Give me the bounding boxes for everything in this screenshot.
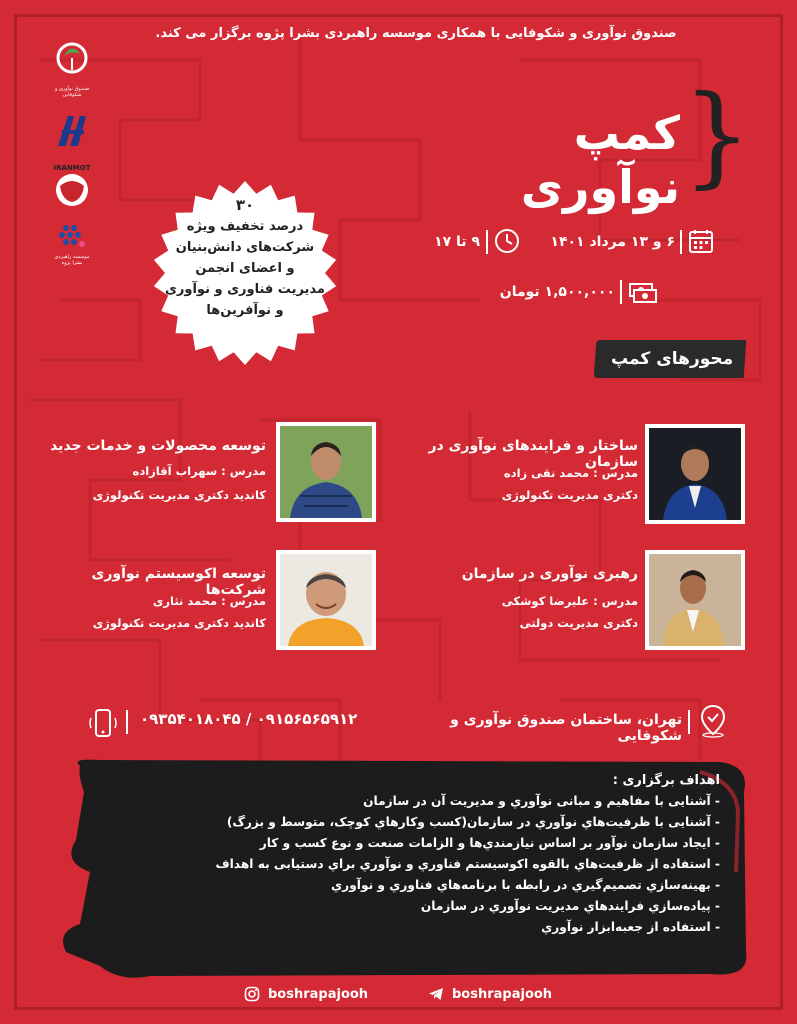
discount-percent: ۳۰	[235, 196, 255, 214]
iranmot-caption: IRANMOT	[53, 164, 91, 172]
instagram-link[interactable]	[244, 986, 368, 1002]
location-icon	[698, 704, 728, 738]
course-title: ساختار و فرایندهای نوآوری در سازمان	[428, 438, 638, 470]
discount-line: درصد تخفیف ویژه	[186, 219, 304, 234]
innovation-fund-logo	[52, 40, 92, 98]
course-teacher: مدرس : علیرضا کوشکی	[501, 594, 638, 608]
boshrapajooh-caption: موسسه راهبردی بشرا پژوه	[54, 254, 90, 266]
partner-logo-blue	[52, 112, 92, 150]
separator	[620, 280, 622, 304]
course-title: رهبری نوآوری در سازمان	[461, 566, 638, 582]
course-degree: کاندید دکتری مدیریت تکنولوژی	[92, 616, 266, 630]
logos-column	[48, 40, 96, 280]
goals-list	[140, 770, 720, 938]
discount-badge	[160, 195, 330, 321]
address: تهران، ساختمان صندوق نوآوری و شکوفایی	[450, 712, 682, 744]
discount-line: و اعضای انجمن	[195, 261, 295, 276]
goals-section	[60, 752, 750, 982]
page-title: کمپ نوآوری	[520, 106, 680, 214]
goal-item: - استفاده از جعبه‌ابزار نوآوري	[541, 920, 720, 934]
goal-item: - آشنایی با مفاهیم و مبانی نوآوري و مدیریت آن در سازمان	[363, 794, 720, 808]
course-title: توسعه اکوسیستم نوآوری شرکت‌ها	[91, 566, 266, 598]
instagram-icon	[244, 986, 260, 1002]
instagram-handle: boshrapajooh	[268, 986, 369, 1002]
event-time: ۹ تا ۱۷	[434, 234, 480, 250]
innovation-fund-caption: صندوق نوآوری و شکوفایی	[54, 86, 90, 98]
goal-item: - آشنایی با ظرفیت‌هاي نوآوري در سازمان(کسب وکارهاي کوچک، متوسط و بزرگ)	[226, 815, 720, 829]
separator	[486, 230, 488, 254]
boshrapajooh-logo	[52, 222, 92, 266]
phone-icon	[88, 706, 118, 740]
goals-heading: اهداف برگزاری :	[612, 773, 720, 788]
event-date: ۶ و ۱۳ مرداد ۱۴۰۱	[550, 234, 675, 250]
event-price: ۱,۵۰۰,۰۰۰ تومان	[499, 284, 615, 300]
calendar-icon	[688, 228, 714, 254]
teacher-photo	[645, 550, 745, 650]
discount-line: شرکت‌های دانش‌بنیان	[175, 240, 315, 255]
telegram-icon	[428, 986, 444, 1002]
separator	[126, 710, 128, 734]
goal-item: - ایجاد سازمان نوآور بر اساس نیازمندي‌ها و الزامات صنعت و نوع کسب و کار	[259, 836, 720, 850]
teacher-photo	[276, 422, 376, 522]
course-teacher: مدرس : محمد نقی زاده	[503, 466, 638, 480]
telegram-link[interactable]	[428, 986, 552, 1002]
course-degree: کاندید دکتری مدیریت تکنولوژی	[92, 488, 266, 502]
separator	[680, 230, 682, 254]
goal-item: - استفاده از ظرفیت‌هاي بالقوه اکوسیستم فناوري و نوآوري براي دستیابی به اهداف	[215, 857, 720, 871]
course-teacher: مدرس : محمد نثاری	[152, 594, 266, 608]
course-title: توسعه محصولات و خدمات جدید	[50, 438, 266, 454]
course-axes-text: محورهای کمپ	[610, 349, 733, 369]
teacher-photo	[276, 550, 376, 650]
clock-icon	[494, 228, 520, 254]
iranmot-logo	[52, 164, 92, 208]
course-degree: دکتری مدیریت دولتی	[519, 616, 638, 630]
telegram-handle: boshrapajooh	[452, 986, 553, 1002]
intro-text: صندوق نوآوری و شکوفایی با همکاری موسسه راهبردی بشرا پژوه برگزار می کند.	[155, 26, 677, 41]
goal-item: - پیاده‌سازي فرایندهاي مدیریت نوآوري در سازمان	[420, 899, 720, 913]
separator	[688, 710, 690, 734]
phone-numbers: ۰۹۳۵۴۰۱۸۰۴۵ / ۰۹۱۵۶۵۶۵۹۱۲	[140, 710, 358, 728]
goal-item: - بهینه‌سازي تصمیم‌گیري در رابطه با برنامه‌هاي فناوري و نوآوري	[331, 878, 720, 892]
course-teacher: مدرس : سهراب آقازاده	[132, 464, 266, 478]
money-icon	[628, 278, 658, 304]
discount-line: مدیریت فناوری و نوآوری	[165, 282, 325, 297]
teacher-photo	[645, 424, 745, 524]
title-brace: }	[682, 71, 752, 199]
course-axes-label	[594, 340, 747, 378]
course-degree: دکتری مدیریت تکنولوژی	[501, 488, 638, 502]
discount-line: و نوآفرین‌ها	[206, 303, 284, 318]
